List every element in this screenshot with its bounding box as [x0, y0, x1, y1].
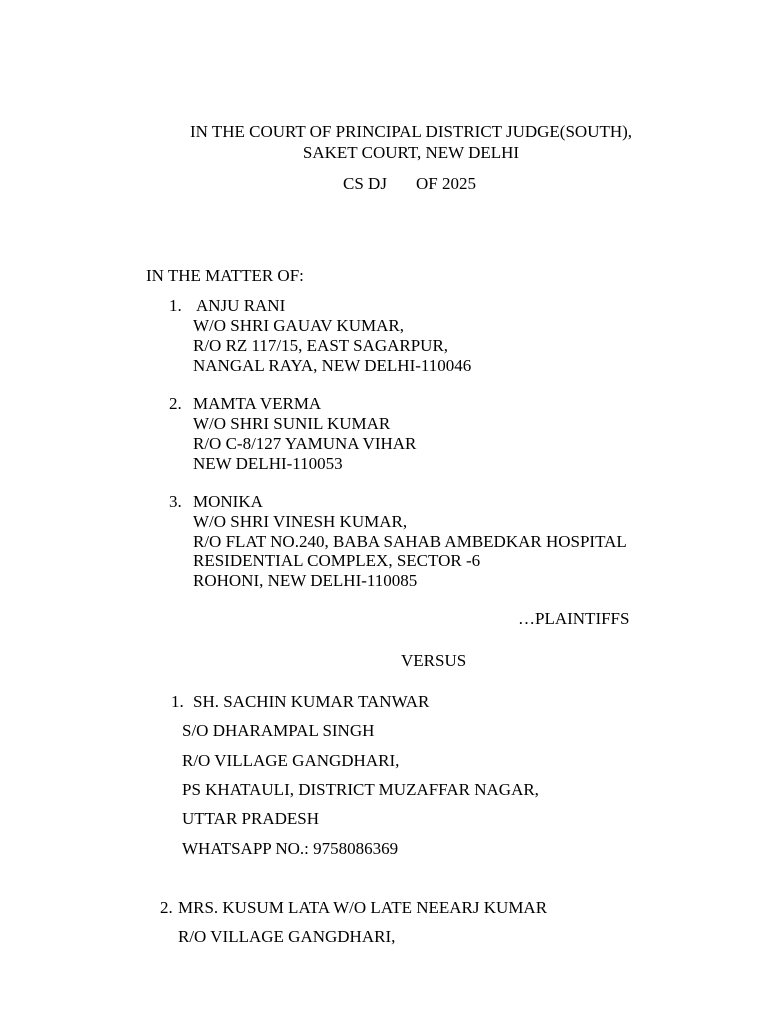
address-line: NEW DELHI-110053 [193, 454, 343, 473]
party-name: ANJU RANI [196, 296, 286, 315]
list-number: 3. [169, 492, 182, 511]
address-line: W/O SHRI VINESH KUMAR, [193, 512, 408, 531]
plaintiffs-label: …PLAINTIFFS [518, 609, 630, 628]
address-line: S/O DHARAMPAL SINGH [182, 721, 375, 740]
case-number-prefix: CS DJ [343, 174, 387, 193]
court-heading-line-2: SAKET COURT, NEW DELHI [302, 143, 520, 162]
party-name: MRS. KUSUM LATA W/O LATE NEEARJ KUMAR [178, 898, 548, 917]
address-line: R/O RZ 117/15, EAST SAGARPUR, [193, 336, 449, 355]
case-number-suffix: OF 2025 [416, 174, 476, 193]
address-line: R/O C-8/127 YAMUNA VIHAR [193, 434, 417, 453]
address-line: ROHONI, NEW DELHI-110085 [193, 571, 418, 590]
court-heading-line-1: IN THE COURT OF PRINCIPAL DISTRICT JUDGE(SOUTH), [189, 122, 633, 141]
address-line: RESIDENTIAL COMPLEX, SECTOR -6 [193, 551, 481, 570]
list-number: 2. [169, 394, 182, 413]
versus-label: VERSUS [401, 651, 467, 670]
party-name: SH. SACHIN KUMAR TANWAR [193, 692, 430, 711]
address-line: R/O FLAT NO.240, BABA SAHAB AMBEDKAR HOSPITAL [193, 532, 627, 551]
address-line: UTTAR PRADESH [182, 809, 320, 828]
matter-heading: IN THE MATTER OF: [146, 266, 304, 285]
list-number: 2. [160, 898, 173, 917]
list-number: 1. [171, 692, 184, 711]
address-line: NANGAL RAYA, NEW DELHI-110046 [193, 356, 472, 375]
address-line: W/O SHRI GAUAV KUMAR, [193, 316, 404, 335]
address-line: W/O SHRI SUNIL KUMAR [193, 414, 391, 433]
address-line: WHATSAPP NO.: 9758086369 [182, 839, 399, 858]
address-line: R/O VILLAGE GANGDHARI, [178, 927, 396, 946]
list-number: 1. [169, 296, 182, 315]
party-name: MAMTA VERMA [193, 394, 322, 413]
party-name: MONIKA [193, 492, 263, 511]
address-line: R/O VILLAGE GANGDHARI, [182, 751, 400, 770]
address-line: PS KHATAULI, DISTRICT MUZAFFAR NAGAR, [182, 780, 539, 799]
